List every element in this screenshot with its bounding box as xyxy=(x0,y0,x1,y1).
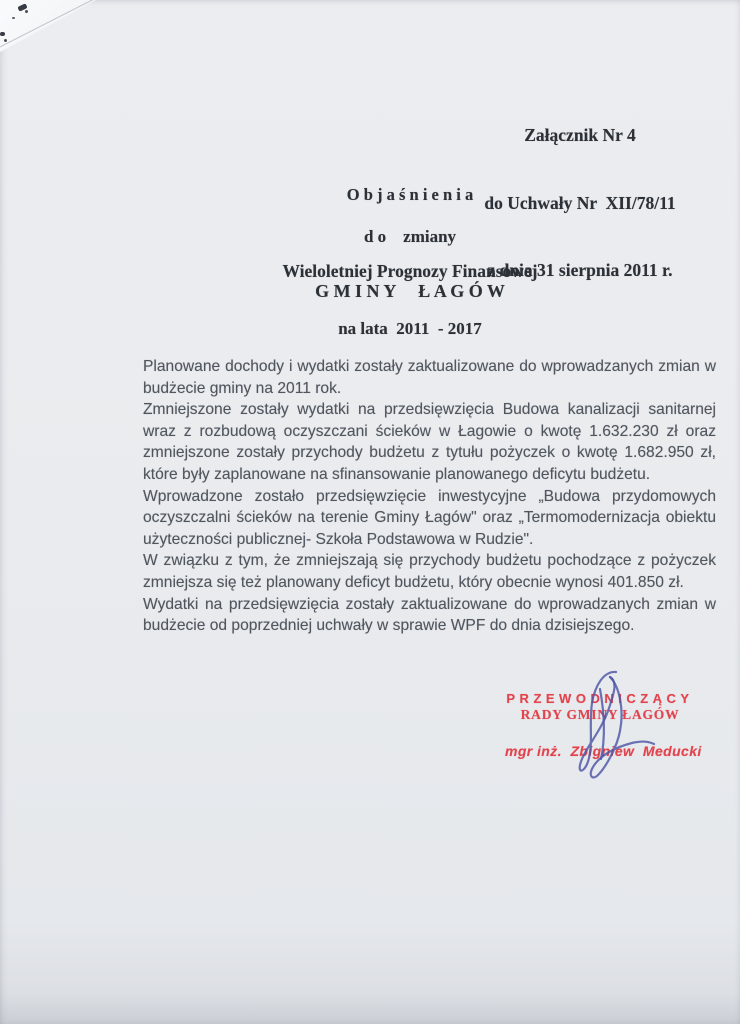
title-subject-line: Wieloletniej Prognozy Finansowej xyxy=(282,261,538,281)
page-corner-fold xyxy=(0,0,96,52)
title-gmina-name: G M I N Y Ł A G Ó W xyxy=(315,281,505,301)
stamp-organization: RADY GMINY ŁAGÓW xyxy=(520,707,680,722)
body-paragraph: Zmniejszone zostały wydatki na przedsięwzięcia Budowa kanalizacji sanitarnej wraz z rozbudową oczyszczani ścieków w Łagowie o kwotę 1.632.230 zł oraz zmniejszone zostały przychody budżetu z tytułu pożyczek o kwotę 1.682.950 zł, które były zaplanowane na sfinansowanie planowanego deficytu budżetu. xyxy=(143,401,716,483)
body-paragraph: Wydatki na przedsięwzięcia zostały zaktualizowane do wprowadzanych zmian w budżecie od poprzedniej uchwały w sprawie WPF do dnia dzisiejszego. xyxy=(143,595,716,635)
explanation-body xyxy=(143,356,716,637)
resolution-date: z dnia 31 sierpnia 2011 r. xyxy=(487,260,673,280)
attachment-number: Załącznik Nr 4 xyxy=(524,125,636,145)
staple-mark xyxy=(12,17,15,19)
staple-mark xyxy=(0,32,5,36)
title-subheading: d o zmiany xyxy=(363,227,457,246)
body-paragraph: Wprowadzone zostało przedsięwzięcie inwestycyjne „Budowa przydomowych oczyszczalni ścieków na terenie Gminy Łagów" oraz „Termomodernizacja obiektu użyteczności publicznej- Szkoła Podstawowa w Rudzie". xyxy=(143,487,716,548)
signature-scribble xyxy=(540,663,680,788)
title-years-range: na lata 2011 - 2017 xyxy=(338,319,482,338)
staple-mark xyxy=(4,39,7,42)
stamp-signer-name: mgr inż. Zbigniew Meducki xyxy=(505,743,702,759)
staple-mark xyxy=(25,10,28,13)
body-paragraph: Planowane dochody i wydatki zostały zaktualizowane do wprowadzanych zmian w budżecie gminy na 2011 rok. xyxy=(143,358,716,397)
title-heading: O b j a ś n i e n i a xyxy=(346,185,474,204)
stamp-title: PRZEWODNICZĄCY xyxy=(506,691,694,706)
body-paragraph: W związku z tym, że zmniejszają się przychody budżetu pochodzące z pożyczek zmniejsza się też planowany deficyt budżetu, który obecnie wynosi 401.850 zł. xyxy=(143,552,716,591)
resolution-number: do Uchwały Nr XII/78/11 xyxy=(484,192,676,213)
